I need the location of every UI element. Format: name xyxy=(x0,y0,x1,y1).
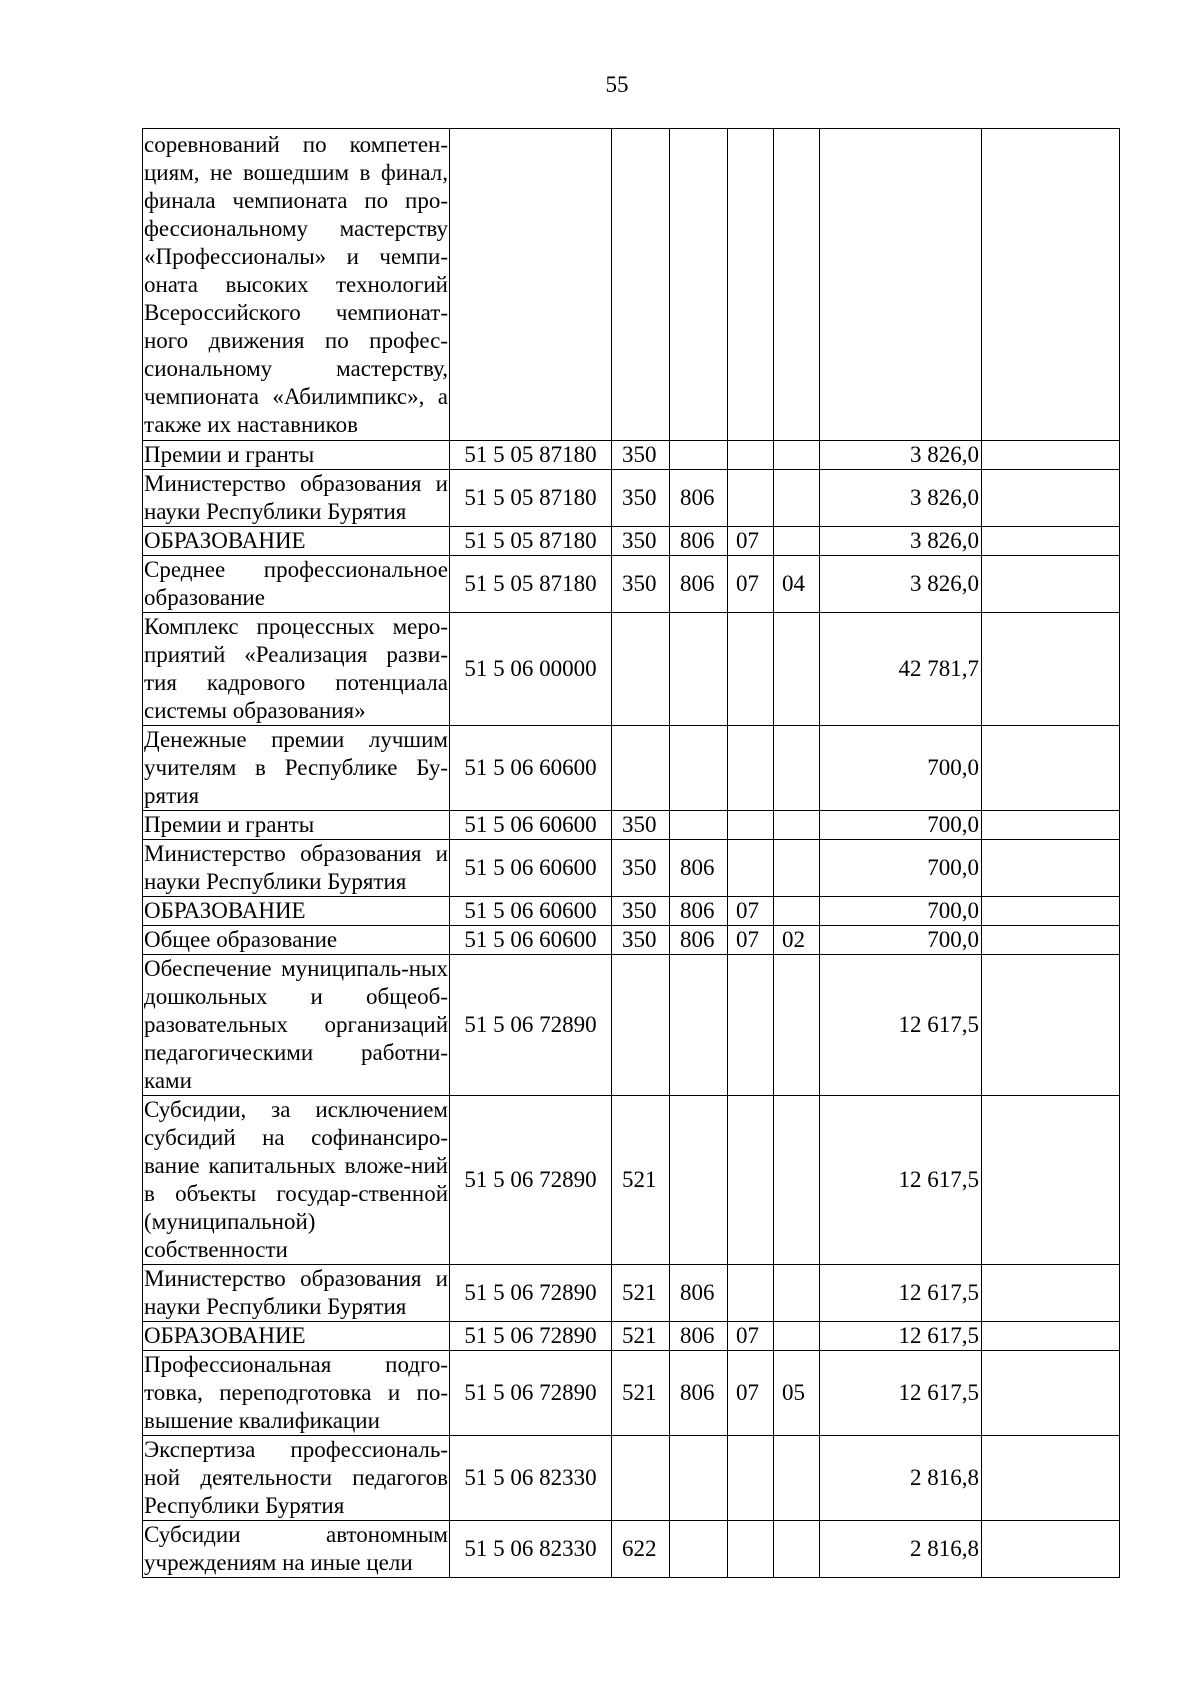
row-name-cell: Министерство образования и науки Республики Бурятия xyxy=(143,1265,450,1322)
row-rz-cell: 07 xyxy=(728,926,774,955)
row-name-cell: Общее образование xyxy=(143,926,450,955)
row-name-cell: Премии и гранты xyxy=(143,441,450,470)
row-extra-cell xyxy=(982,129,1120,441)
row-rz-cell xyxy=(728,840,774,897)
row-rz-cell xyxy=(728,129,774,441)
row-grbs-cell: 806 xyxy=(670,1265,728,1322)
row-rz-cell xyxy=(728,1096,774,1265)
table-row xyxy=(143,955,1120,1096)
row-sum-cell: 700,0 xyxy=(820,840,982,897)
row-name-cell: Премии и гранты xyxy=(143,811,450,840)
row-name-cell: Денежные премии лучшим учителям в Республике Бу-рятия xyxy=(143,726,450,811)
row-grbs-cell: 806 xyxy=(670,1351,728,1436)
row-grbs-cell: 806 xyxy=(670,470,728,527)
row-rz-cell: 07 xyxy=(728,897,774,926)
row-prz-cell xyxy=(774,1436,820,1521)
row-extra-cell xyxy=(982,811,1120,840)
row-prz-cell xyxy=(774,129,820,441)
row-vr-cell: 521 xyxy=(612,1265,670,1322)
row-prz-cell xyxy=(774,840,820,897)
row-grbs-cell: 806 xyxy=(670,556,728,613)
row-prz-cell xyxy=(774,1322,820,1351)
row-csr-cell: 51 5 06 72890 xyxy=(450,1265,612,1322)
row-extra-cell xyxy=(982,926,1120,955)
row-vr-cell: 350 xyxy=(612,897,670,926)
row-name-cell: Комплекс процессных меро-приятий «Реализация разви-тия кадрового потенциала системы образования» xyxy=(143,613,450,726)
row-csr-cell: 51 5 06 72890 xyxy=(450,1322,612,1351)
row-extra-cell xyxy=(982,1322,1120,1351)
row-prz-cell xyxy=(774,527,820,556)
row-vr-cell: 350 xyxy=(612,926,670,955)
row-prz-cell xyxy=(774,1265,820,1322)
row-extra-cell xyxy=(982,556,1120,613)
row-prz-cell: 02 xyxy=(774,926,820,955)
table-row xyxy=(143,613,1120,726)
table-row xyxy=(143,1436,1120,1521)
row-vr-cell: 350 xyxy=(612,811,670,840)
row-vr-cell: 521 xyxy=(612,1322,670,1351)
row-name-cell: Среднее профессиональное образование xyxy=(143,556,450,613)
row-prz-cell xyxy=(774,726,820,811)
row-extra-cell xyxy=(982,840,1120,897)
row-grbs-cell xyxy=(670,613,728,726)
row-vr-cell: 521 xyxy=(612,1096,670,1265)
row-prz-cell xyxy=(774,955,820,1096)
row-vr-cell: 350 xyxy=(612,441,670,470)
table-row xyxy=(143,897,1120,926)
table-row xyxy=(143,926,1120,955)
row-csr-cell: 51 5 06 60600 xyxy=(450,897,612,926)
row-csr-cell: 51 5 05 87180 xyxy=(450,527,612,556)
row-name-cell: ОБРАЗОВАНИЕ xyxy=(143,897,450,926)
row-name-cell: Профессиональная подго-товка, переподготовка и по-вышение квалификации xyxy=(143,1351,450,1436)
row-extra-cell xyxy=(982,1521,1120,1578)
row-sum-cell: 42 781,7 xyxy=(820,613,982,726)
row-grbs-cell xyxy=(670,441,728,470)
row-prz-cell xyxy=(774,613,820,726)
table-row xyxy=(143,129,1120,441)
row-vr-cell: 350 xyxy=(612,470,670,527)
row-csr-cell: 51 5 06 60600 xyxy=(450,840,612,897)
table-row xyxy=(143,441,1120,470)
row-sum-cell: 12 617,5 xyxy=(820,955,982,1096)
table-row xyxy=(143,527,1120,556)
row-rz-cell: 07 xyxy=(728,1322,774,1351)
row-rz-cell xyxy=(728,441,774,470)
row-rz-cell xyxy=(728,613,774,726)
row-sum-cell: 3 826,0 xyxy=(820,470,982,527)
row-extra-cell xyxy=(982,470,1120,527)
row-sum-cell: 12 617,5 xyxy=(820,1351,982,1436)
row-sum-cell: 700,0 xyxy=(820,926,982,955)
row-prz-cell xyxy=(774,1521,820,1578)
row-prz-cell: 04 xyxy=(774,556,820,613)
row-rz-cell xyxy=(728,1521,774,1578)
table-row xyxy=(143,1521,1120,1578)
table-row xyxy=(143,1096,1120,1265)
row-extra-cell xyxy=(982,1351,1120,1436)
row-sum-cell xyxy=(820,129,982,441)
row-extra-cell xyxy=(982,613,1120,726)
row-csr-cell: 51 5 06 00000 xyxy=(450,613,612,726)
row-name-cell: соревнований по компетен-циям, не вошедшим в финал, финала чемпионата по про-фессиональному мастерству «Профессионалы» и чемпи-оната высоких технологий Всероссийского чемпионат-ного движения по профес-сиональному мастерству, чемпионата «Абилимпикс», а также их наставников xyxy=(143,129,450,441)
row-vr-cell: 350 xyxy=(612,556,670,613)
row-rz-cell xyxy=(728,955,774,1096)
row-csr-cell: 51 5 05 87180 xyxy=(450,556,612,613)
table-body xyxy=(143,129,1120,1578)
table-row xyxy=(143,726,1120,811)
row-csr-cell: 51 5 06 82330 xyxy=(450,1436,612,1521)
row-csr-cell: 51 5 06 72890 xyxy=(450,1351,612,1436)
row-name-cell: Субсидии автономным учреждениям на иные цели xyxy=(143,1521,450,1578)
row-vr-cell: 350 xyxy=(612,840,670,897)
row-extra-cell xyxy=(982,955,1120,1096)
row-name-cell: Субсидии, за исключением субсидий на софинансиро-вание капитальных вложе-ний в объекты государ-ственной (муниципальной) собственности xyxy=(143,1096,450,1265)
row-grbs-cell: 806 xyxy=(670,527,728,556)
row-name-cell: Экспертиза профессиональ-ной деятельности педагогов Республики Бурятия xyxy=(143,1436,450,1521)
row-sum-cell: 12 617,5 xyxy=(820,1265,982,1322)
row-grbs-cell xyxy=(670,955,728,1096)
row-name-cell: ОБРАЗОВАНИЕ xyxy=(143,527,450,556)
row-sum-cell: 700,0 xyxy=(820,811,982,840)
row-rz-cell xyxy=(728,470,774,527)
row-extra-cell xyxy=(982,726,1120,811)
row-grbs-cell: 806 xyxy=(670,840,728,897)
row-vr-cell xyxy=(612,129,670,441)
table-row xyxy=(143,1351,1120,1436)
row-extra-cell xyxy=(982,1096,1120,1265)
page-number: 55 xyxy=(605,72,629,97)
row-rz-cell xyxy=(728,1436,774,1521)
row-sum-cell: 12 617,5 xyxy=(820,1096,982,1265)
row-csr-cell: 51 5 06 60600 xyxy=(450,726,612,811)
row-sum-cell: 2 816,8 xyxy=(820,1521,982,1578)
row-prz-cell xyxy=(774,470,820,527)
row-csr-cell: 51 5 05 87180 xyxy=(450,441,612,470)
row-vr-cell xyxy=(612,726,670,811)
row-rz-cell: 07 xyxy=(728,527,774,556)
table-row xyxy=(143,840,1120,897)
row-vr-cell: 622 xyxy=(612,1521,670,1578)
row-rz-cell xyxy=(728,726,774,811)
table-row xyxy=(143,811,1120,840)
row-extra-cell xyxy=(982,441,1120,470)
row-csr-cell: 51 5 06 60600 xyxy=(450,811,612,840)
row-sum-cell: 3 826,0 xyxy=(820,556,982,613)
row-name-cell: ОБРАЗОВАНИЕ xyxy=(143,1322,450,1351)
row-grbs-cell xyxy=(670,726,728,811)
row-vr-cell: 350 xyxy=(612,527,670,556)
row-vr-cell xyxy=(612,955,670,1096)
row-prz-cell: 05 xyxy=(774,1351,820,1436)
budget-table xyxy=(142,128,1120,1578)
row-rz-cell: 07 xyxy=(728,1351,774,1436)
row-name-cell: Министерство образования и науки Республики Бурятия xyxy=(143,470,450,527)
row-grbs-cell xyxy=(670,1521,728,1578)
row-name-cell: Обеспечение муниципаль-ных дошкольных и общеоб-разовательных организаций педагогическими работни-ками xyxy=(143,955,450,1096)
row-rz-cell: 07 xyxy=(728,556,774,613)
table-row xyxy=(143,470,1120,527)
row-prz-cell xyxy=(774,441,820,470)
row-sum-cell: 12 617,5 xyxy=(820,1322,982,1351)
row-extra-cell xyxy=(982,1265,1120,1322)
row-extra-cell xyxy=(982,1436,1120,1521)
row-sum-cell: 700,0 xyxy=(820,726,982,811)
row-sum-cell: 700,0 xyxy=(820,897,982,926)
row-grbs-cell xyxy=(670,811,728,840)
row-csr-cell: 51 5 06 82330 xyxy=(450,1521,612,1578)
row-rz-cell xyxy=(728,1265,774,1322)
row-sum-cell: 2 816,8 xyxy=(820,1436,982,1521)
row-csr-cell: 51 5 06 72890 xyxy=(450,1096,612,1265)
table-row xyxy=(143,1265,1120,1322)
row-csr-cell: 51 5 06 72890 xyxy=(450,955,612,1096)
row-grbs-cell: 806 xyxy=(670,897,728,926)
table-row xyxy=(143,1322,1120,1351)
row-grbs-cell xyxy=(670,1436,728,1521)
row-extra-cell xyxy=(982,897,1120,926)
row-name-cell: Министерство образования и науки Республики Бурятия xyxy=(143,840,450,897)
row-csr-cell: 51 5 06 60600 xyxy=(450,926,612,955)
row-grbs-cell: 806 xyxy=(670,1322,728,1351)
row-vr-cell xyxy=(612,613,670,726)
row-csr-cell xyxy=(450,129,612,441)
row-vr-cell: 521 xyxy=(612,1351,670,1436)
table-row xyxy=(143,556,1120,613)
row-prz-cell xyxy=(774,811,820,840)
row-rz-cell xyxy=(728,811,774,840)
row-prz-cell xyxy=(774,897,820,926)
row-prz-cell xyxy=(774,1096,820,1265)
row-extra-cell xyxy=(982,527,1120,556)
row-sum-cell: 3 826,0 xyxy=(820,441,982,470)
row-sum-cell: 3 826,0 xyxy=(820,527,982,556)
row-grbs-cell xyxy=(670,1096,728,1265)
row-vr-cell xyxy=(612,1436,670,1521)
row-csr-cell: 51 5 05 87180 xyxy=(450,470,612,527)
row-grbs-cell: 806 xyxy=(670,926,728,955)
row-grbs-cell xyxy=(670,129,728,441)
